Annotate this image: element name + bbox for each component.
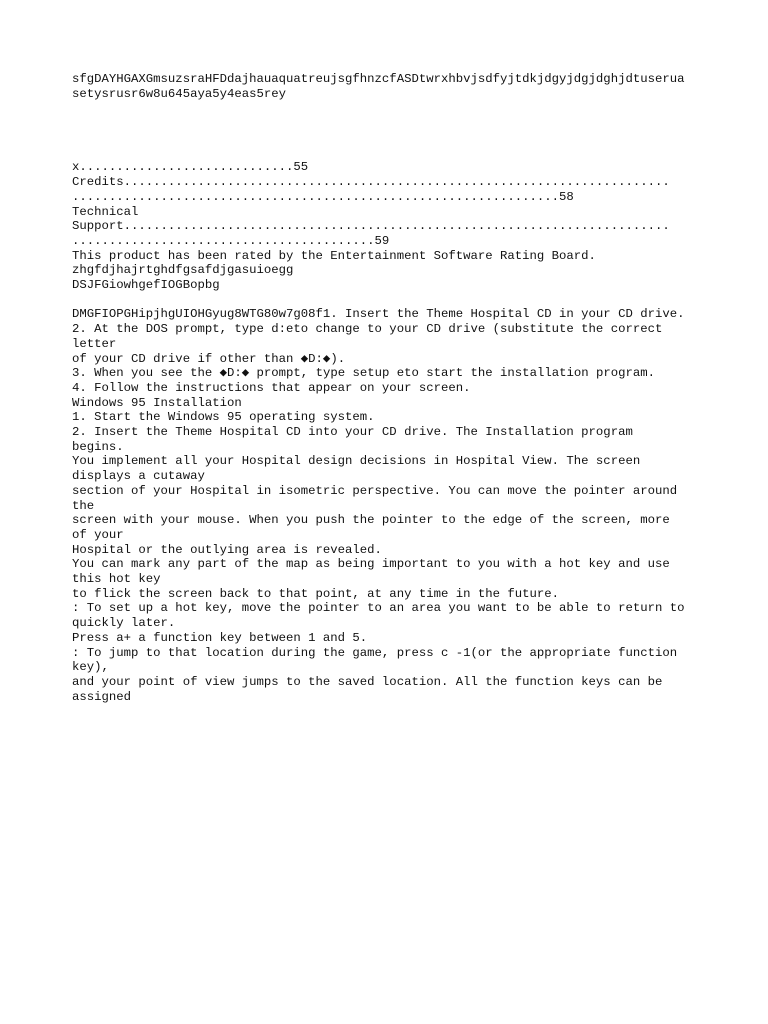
body-line: this hot key	[72, 572, 161, 587]
body-line: assigned	[72, 689, 132, 704]
body-line: quickly later.	[72, 616, 176, 631]
spacer	[72, 101, 712, 160]
body-text	[72, 307, 712, 704]
body-line: to flick the screen back to that point, at any time in the future.	[72, 586, 560, 601]
spacer	[72, 293, 712, 308]
toc-line: x.............................55	[72, 160, 309, 175]
header-block	[72, 72, 712, 101]
body-line: : To jump to that location during the game, press c -1(or the appropriate function	[72, 645, 678, 660]
toc-line: zhgfdjhajrtghdfgsafdjgasuioegg	[72, 263, 294, 278]
body-line: displays a cutaway	[72, 469, 205, 484]
toc-line: Support..........................................................................	[72, 219, 670, 234]
toc-line: .........................................59	[72, 233, 390, 248]
body-line: letter	[72, 336, 117, 351]
body-line: DMGFIOPGHipjhgUIOHGyug8WTG80w7g08f1. Insert the Theme Hospital CD in your CD drive.	[72, 307, 685, 322]
toc-line: ..................................................................58	[72, 189, 574, 204]
body-line: 4. Follow the instructions that appear on your screen.	[72, 380, 471, 395]
body-line: You can mark any part of the map as being important to you with a hot key and use	[72, 557, 670, 572]
document-page	[72, 72, 712, 704]
body-line: key),	[72, 660, 109, 675]
toc-line: DSJFGiowhgefIOGBopbg	[72, 278, 220, 293]
text-line: sfgDAYHGAXGmsuzsraHFDdajhauaquatreujsgfhnzcfASDtwrxhbvjsdfyjtdkjdgyjdgjdghjdtuserua	[72, 72, 685, 86]
body-line: 1. Start the Windows 95 operating system.	[72, 410, 375, 425]
body-line: the	[72, 498, 95, 513]
table-of-contents	[72, 160, 712, 292]
body-line: Hospital or the outlying area is revealed.	[72, 542, 382, 557]
body-line: Press a+ a function key between 1 and 5.	[72, 630, 368, 645]
body-line: screen with your mouse. When you push the pointer to the edge of the screen, more	[72, 513, 670, 528]
toc-line: Credits..........................................................................	[72, 175, 670, 190]
toc-line: Technical	[72, 204, 139, 219]
text-line: setysrusr6w8u645aya5y4eas5rey	[72, 86, 287, 101]
body-line: begins.	[72, 439, 124, 454]
section-heading: Windows 95 Installation	[72, 395, 242, 410]
body-line: and your point of view jumps to the saved location. All the function keys can be	[72, 675, 663, 689]
toc-line: This product has been rated by the Entertainment Software Rating Board.	[72, 248, 596, 263]
body-line: : To set up a hot key, move the pointer to an area you want to be able to return to	[72, 601, 685, 616]
body-line: 3. When you see the ◆D:◆ prompt, type setup eto start the installation program.	[72, 366, 656, 381]
body-line: of your	[72, 527, 124, 542]
body-line: You implement all your Hospital design decisions in Hospital View. The screen	[72, 454, 641, 469]
body-line: section of your Hospital in isometric perspective. You can move the pointer around	[72, 483, 678, 498]
body-line: 2. At the DOS prompt, type d:eto change to your CD drive (substitute the correct	[72, 322, 663, 337]
body-line: 2. Insert the Theme Hospital CD into your CD drive. The Installation program	[72, 425, 633, 440]
body-line: of your CD drive if other than ◆D:◆).	[72, 351, 346, 366]
